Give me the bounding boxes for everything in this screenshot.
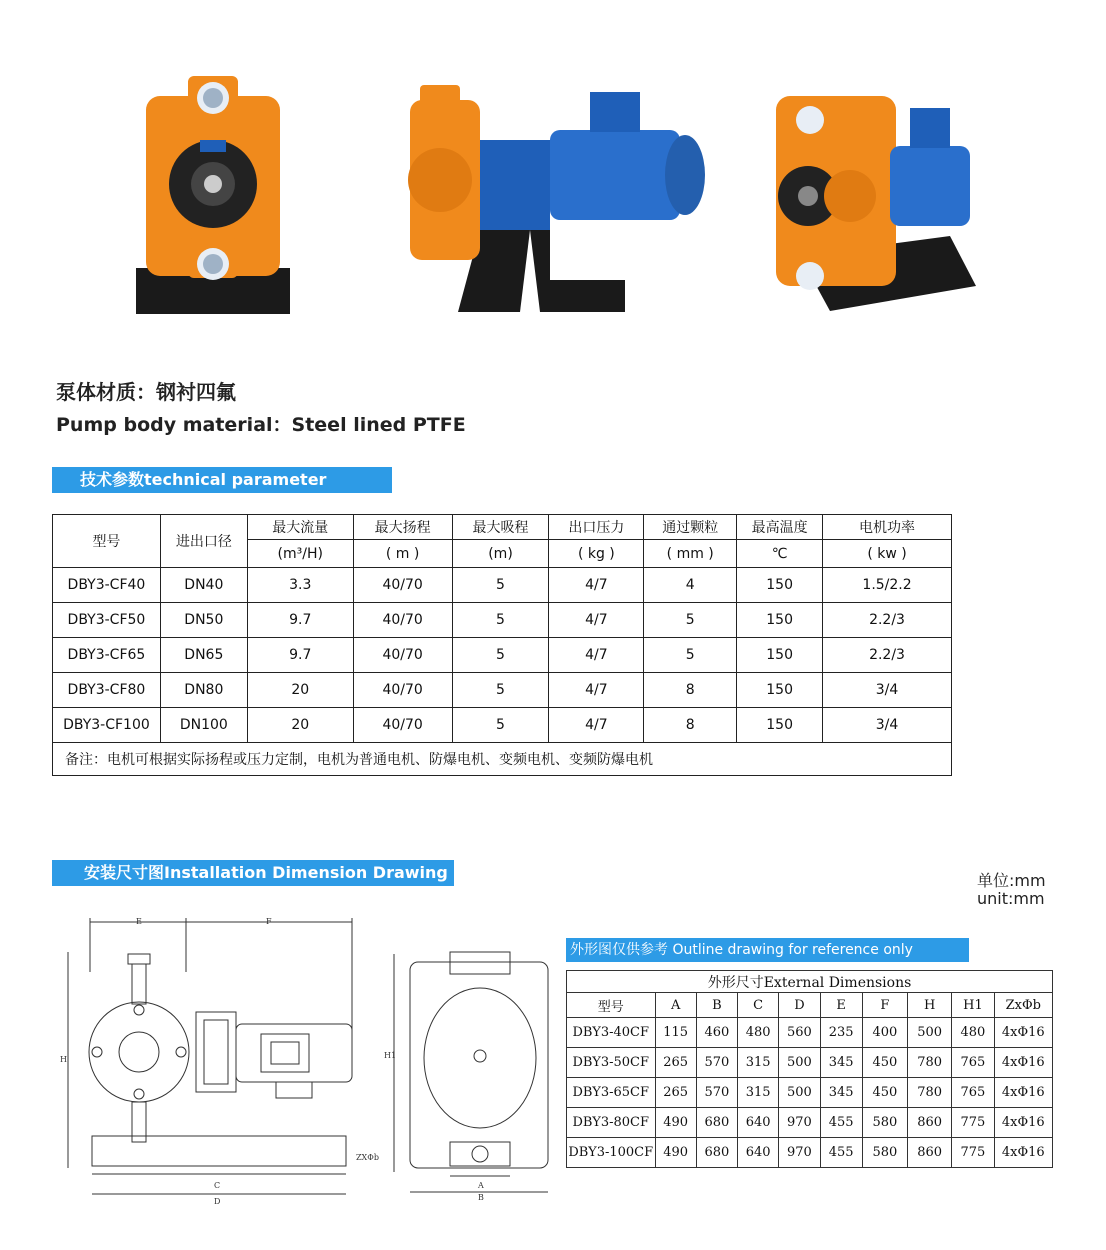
table-cell: 40/70: [353, 638, 452, 673]
table-cell: 40/70: [353, 673, 452, 708]
dims-header-cell: A: [655, 993, 696, 1018]
dim-label-zxb: ZXΦb: [356, 1153, 379, 1162]
table-row: [53, 568, 952, 603]
table-cell: 775: [952, 1108, 994, 1138]
table-cell: 500: [779, 1048, 820, 1078]
pump-photo-angled-motor: [770, 86, 982, 326]
table-cell: DN80: [160, 673, 247, 708]
table-cell: 5: [452, 638, 549, 673]
table-cell: 4xΦ16: [994, 1138, 1052, 1168]
table-cell: 4/7: [549, 638, 644, 673]
table-cell: 3.3: [247, 568, 353, 603]
table-cell: 4/7: [549, 673, 644, 708]
pump-photo-front: [128, 68, 298, 316]
params-unit-cell: ℃: [737, 540, 823, 568]
table-cell: 455: [820, 1108, 862, 1138]
table-row: [567, 1138, 1053, 1168]
table-cell: 490: [655, 1138, 696, 1168]
params-note: 备注：电机可根据实际扬程或压力定制，电机为普通电机、防爆电机、变频电机、变频防爆电机: [53, 743, 952, 776]
table-cell: 4: [644, 568, 737, 603]
dims-header-cell: H: [908, 993, 952, 1018]
table-cell: 5: [452, 603, 549, 638]
table-cell: DBY3-CF40: [53, 568, 161, 603]
dims-header-cell: 型号: [567, 993, 656, 1018]
table-cell: DBY3-100CF: [567, 1138, 656, 1168]
table-row: [53, 638, 952, 673]
external-dimensions-table: [566, 970, 1053, 1168]
technical-parameter-table: [52, 514, 952, 776]
table-cell: 315: [738, 1078, 779, 1108]
unit-english: unit:mm: [977, 889, 1045, 908]
dim-label-a: A: [478, 1181, 484, 1190]
dims-header-cell: E: [820, 993, 862, 1018]
table-cell: 450: [862, 1048, 907, 1078]
table-cell: 765: [952, 1048, 994, 1078]
table-cell: 460: [696, 1018, 737, 1048]
table-cell: 775: [952, 1138, 994, 1168]
params-header-cell: 电机功率: [823, 515, 952, 540]
params-note-row: [53, 743, 952, 776]
table-cell: 235: [820, 1018, 862, 1048]
table-cell: 4xΦ16: [994, 1108, 1052, 1138]
params-header-cell: 出口压力: [549, 515, 644, 540]
table-cell: 4xΦ16: [994, 1078, 1052, 1108]
table-cell: 490: [655, 1108, 696, 1138]
table-cell: 640: [738, 1108, 779, 1138]
table-cell: 680: [696, 1108, 737, 1138]
params-header-cell: 最大流量: [247, 515, 353, 540]
dim-label-e: E: [136, 917, 142, 926]
params-unit-cell: ( kw ): [823, 540, 952, 568]
front-elevation-drawing: [380, 948, 560, 1202]
params-header-cell: 通过颗粒: [644, 515, 737, 540]
table-cell: 4xΦ16: [994, 1048, 1052, 1078]
table-cell: DBY3-CF100: [53, 708, 161, 743]
dims-title: 外形尺寸External Dimensions: [567, 971, 1053, 993]
table-cell: 150: [737, 708, 823, 743]
table-cell: 5: [452, 708, 549, 743]
params-unit-cell: (m³/H): [247, 540, 353, 568]
table-cell: 455: [820, 1138, 862, 1168]
table-cell: 780: [908, 1048, 952, 1078]
table-cell: 1.5/2.2: [823, 568, 952, 603]
dim-label-b: B: [478, 1193, 484, 1202]
dims-header-cell: C: [738, 993, 779, 1018]
dims-header-cell: D: [779, 993, 820, 1018]
table-cell: 765: [952, 1078, 994, 1108]
table-cell: 640: [738, 1138, 779, 1168]
table-cell: 400: [862, 1018, 907, 1048]
table-cell: 860: [908, 1108, 952, 1138]
table-cell: 265: [655, 1048, 696, 1078]
table-cell: 4/7: [549, 603, 644, 638]
dim-label-h1: H1: [384, 1051, 397, 1060]
table-cell: 680: [696, 1138, 737, 1168]
table-cell: 20: [247, 673, 353, 708]
table-cell: 40/70: [353, 708, 452, 743]
technical-parameter-banner: 技术参数technical parameter: [52, 467, 392, 493]
table-cell: DBY3-CF65: [53, 638, 161, 673]
table-cell: DBY3-80CF: [567, 1108, 656, 1138]
table-cell: 5: [452, 568, 549, 603]
outline-reference-banner: 外形图仅供参考 Outline drawing for reference only: [566, 938, 969, 962]
params-header-cell: 型号: [53, 515, 161, 568]
material-chinese: 泵体材质：钢衬四氟: [56, 380, 236, 404]
dim-label-c: C: [214, 1181, 221, 1190]
params-header-cell: 最大吸程: [452, 515, 549, 540]
dims-header-row: [567, 993, 1053, 1018]
side-elevation-drawing: [56, 912, 386, 1208]
table-row: [567, 1018, 1053, 1048]
table-cell: DBY3-CF80: [53, 673, 161, 708]
table-cell: 4/7: [549, 708, 644, 743]
table-cell: 265: [655, 1078, 696, 1108]
dim-label-h: H: [60, 1055, 67, 1064]
installation-drawing-banner: 安装尺寸图Installation Dimension Drawing: [52, 860, 454, 886]
unit-label: [977, 872, 1046, 908]
table-row: [567, 1048, 1053, 1078]
table-cell: 570: [696, 1048, 737, 1078]
table-cell: DBY3-65CF: [567, 1078, 656, 1108]
params-header-row: [53, 515, 952, 540]
params-header-cell: 最大扬程: [353, 515, 452, 540]
material-english: Pump body material：Steel lined PTFE: [56, 414, 466, 436]
table-row: [53, 673, 952, 708]
table-cell: 3/4: [823, 708, 952, 743]
table-cell: 150: [737, 638, 823, 673]
table-cell: 780: [908, 1078, 952, 1108]
table-cell: 970: [779, 1138, 820, 1168]
table-cell: 450: [862, 1078, 907, 1108]
table-cell: 8: [644, 673, 737, 708]
table-row: [53, 603, 952, 638]
dims-header-cell: F: [862, 993, 907, 1018]
dims-header-cell: B: [696, 993, 737, 1018]
table-cell: 5: [644, 638, 737, 673]
dim-label-d: D: [214, 1197, 221, 1206]
dims-title-row: [567, 971, 1053, 993]
table-cell: DN50: [160, 603, 247, 638]
table-cell: 40/70: [353, 568, 452, 603]
table-cell: 4xΦ16: [994, 1018, 1052, 1048]
table-cell: 480: [738, 1018, 779, 1048]
table-cell: 150: [737, 673, 823, 708]
table-cell: 580: [862, 1138, 907, 1168]
table-cell: 480: [952, 1018, 994, 1048]
params-unit-cell: (m): [452, 540, 549, 568]
table-cell: DN40: [160, 568, 247, 603]
pump-photo-side-motor: [400, 80, 716, 316]
params-unit-cell: ( mm ): [644, 540, 737, 568]
table-row: [567, 1078, 1053, 1108]
params-header-cell: 最高温度: [737, 515, 823, 540]
dim-label-f: F: [266, 917, 272, 926]
table-cell: 4/7: [549, 568, 644, 603]
table-cell: DBY3-50CF: [567, 1048, 656, 1078]
table-cell: DBY3-40CF: [567, 1018, 656, 1048]
table-cell: 500: [779, 1078, 820, 1108]
table-cell: 580: [862, 1108, 907, 1138]
table-cell: DBY3-CF50: [53, 603, 161, 638]
table-cell: 560: [779, 1018, 820, 1048]
table-cell: 9.7: [247, 603, 353, 638]
params-unit-cell: ( kg ): [549, 540, 644, 568]
table-cell: DN65: [160, 638, 247, 673]
table-cell: 500: [908, 1018, 952, 1048]
table-cell: 3/4: [823, 673, 952, 708]
params-header-cell: 进出口径: [160, 515, 247, 568]
table-cell: 8: [644, 708, 737, 743]
unit-chinese: 单位:mm: [977, 871, 1046, 890]
dims-header-cell: ZxΦb: [994, 993, 1052, 1018]
table-cell: 315: [738, 1048, 779, 1078]
table-cell: 5: [452, 673, 549, 708]
table-cell: 9.7: [247, 638, 353, 673]
table-cell: 150: [737, 568, 823, 603]
table-cell: 345: [820, 1078, 862, 1108]
table-cell: 345: [820, 1048, 862, 1078]
table-cell: 970: [779, 1108, 820, 1138]
table-row: [567, 1108, 1053, 1138]
params-unit-cell: ( m ): [353, 540, 452, 568]
table-cell: 40/70: [353, 603, 452, 638]
table-cell: 570: [696, 1078, 737, 1108]
table-cell: 20: [247, 708, 353, 743]
table-cell: 115: [655, 1018, 696, 1048]
table-cell: DN100: [160, 708, 247, 743]
table-cell: 2.2/3: [823, 603, 952, 638]
table-cell: 860: [908, 1138, 952, 1168]
table-cell: 150: [737, 603, 823, 638]
dims-header-cell: H1: [952, 993, 994, 1018]
table-row: [53, 708, 952, 743]
table-cell: 2.2/3: [823, 638, 952, 673]
table-cell: 5: [644, 603, 737, 638]
